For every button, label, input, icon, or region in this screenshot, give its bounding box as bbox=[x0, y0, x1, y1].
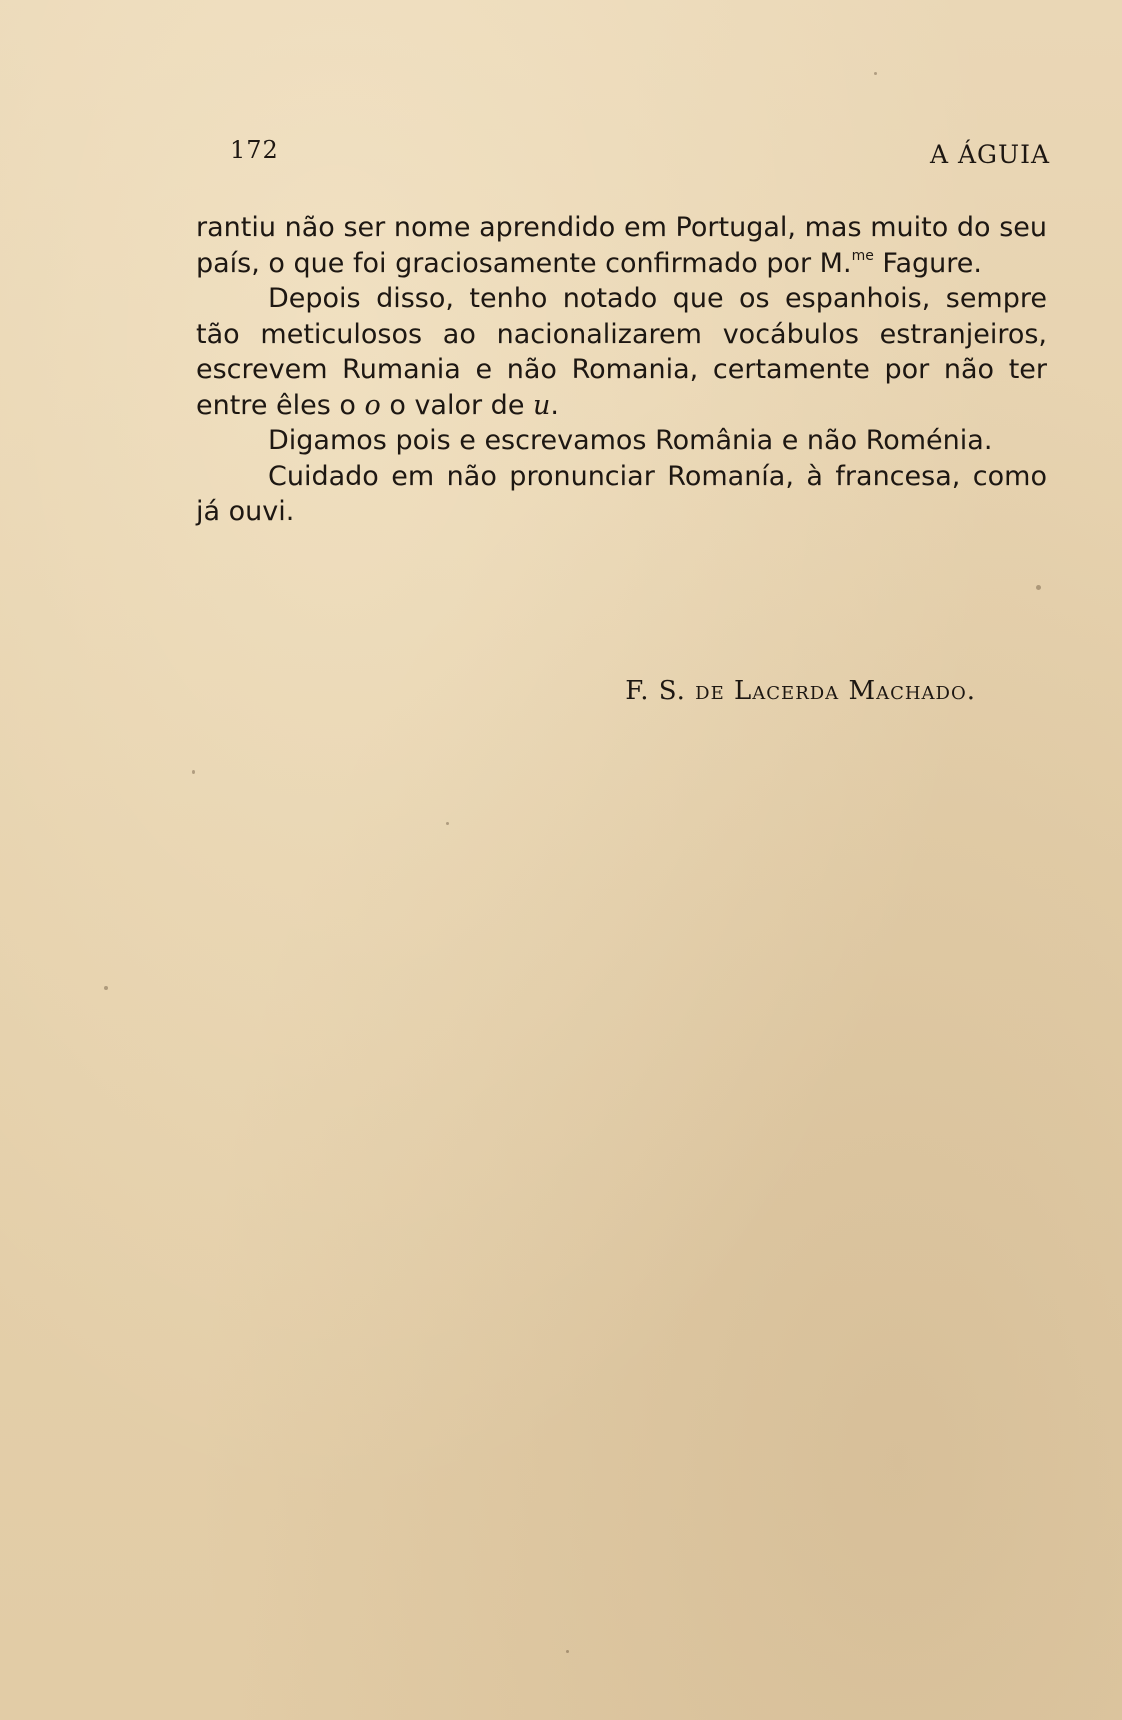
paper-speck bbox=[192, 770, 195, 774]
signature-surname2-initial: M bbox=[848, 676, 877, 706]
paragraph-2-middle: o valor de bbox=[380, 389, 534, 421]
paragraph-2-end: . bbox=[550, 389, 559, 421]
signature-space bbox=[725, 676, 734, 706]
italic-letter-u: u bbox=[533, 389, 551, 421]
author-signature bbox=[625, 676, 976, 706]
signature-period: . bbox=[966, 676, 976, 706]
article-body bbox=[196, 210, 1047, 530]
paper-speck bbox=[1036, 585, 1041, 590]
signature-initials: F. S. bbox=[625, 676, 696, 706]
paragraph-4: Cuidado em não pronunciar Romanía, à francesa, como já ouvi. bbox=[196, 460, 1047, 527]
paragraph-1-tail: Fagure. bbox=[873, 247, 982, 279]
page-header bbox=[230, 136, 1050, 176]
page-number: 172 bbox=[230, 136, 279, 164]
paragraph-3: Digamos pois e escrevamos România e não Roménia. bbox=[268, 425, 993, 456]
paragraph-1 bbox=[196, 210, 1047, 281]
paper-speck bbox=[104, 986, 108, 990]
italic-letter-o: o bbox=[364, 389, 381, 421]
paper-speck bbox=[446, 822, 449, 825]
paper-speck bbox=[566, 1650, 569, 1653]
signature-surname-rest: acerda bbox=[752, 676, 840, 706]
paragraph-2 bbox=[196, 281, 1047, 423]
signature-particle: de bbox=[695, 676, 725, 706]
paper-speck bbox=[874, 72, 877, 75]
signature-surname2-rest: achado bbox=[876, 676, 967, 706]
paragraph-2-text: Depois disso, tenho notado que os espanhois, sempre tão meticulosos ao nacionalizarem vocábulos estranjeiros, escrevem Rumania e não Romania, certamente por não ter entre êles o bbox=[196, 283, 1047, 421]
paragraph-1-text: rantiu não ser nome aprendido em Portugal, mas muito do seu país, o que foi graciosamente confirmado por M. bbox=[196, 212, 1047, 279]
superscript-me: me bbox=[851, 247, 874, 264]
running-title: A ÁGUIA bbox=[929, 140, 1050, 169]
signature-surname-initial: L bbox=[734, 676, 753, 706]
